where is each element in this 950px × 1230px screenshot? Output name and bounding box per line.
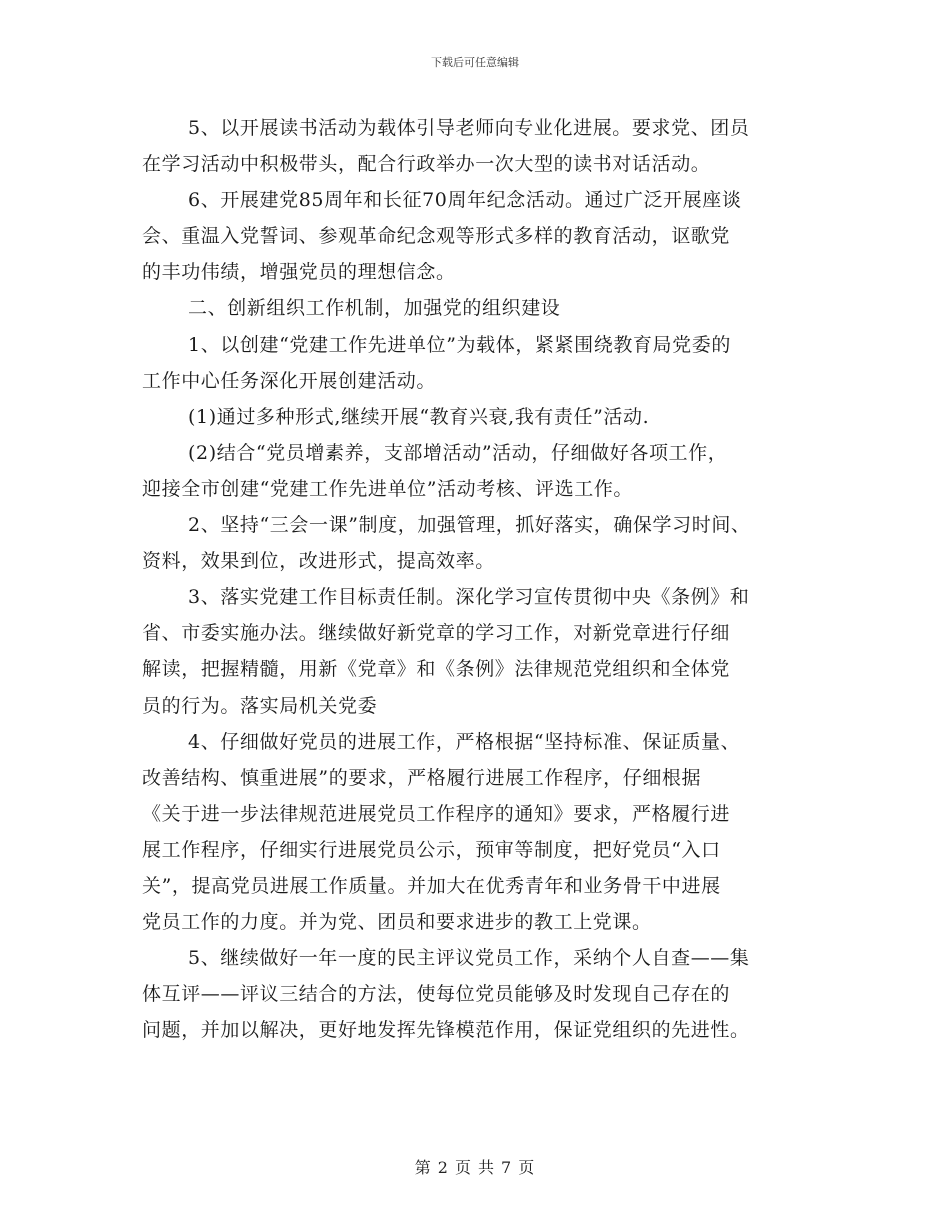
text-line: 迎接全市创建“党建工作先进单位”活动考核、评选工作。 — [142, 477, 634, 500]
document-body — [142, 110, 832, 1048]
text-line: 1、以创建“党建工作先进单位”为载体，紧紧围绕教育局党委的 — [188, 333, 731, 356]
footer-suffix: 页 — [518, 1158, 536, 1177]
text-line: 解读，把握精髓，用新《党章》和《条例》法律规范党组织和全体党 — [142, 658, 731, 681]
text-line: (1)通过多种形式,继续开展“教育兴衰,我有责任”活动. — [188, 405, 650, 428]
text-line: 2、坚持“三会一课”制度，加强管理，抓好落实，确保学习时间、 — [188, 514, 751, 537]
text-line: 6、开展建党85周年和长征70周年纪念活动。通过广泛开展座谈 — [188, 189, 742, 212]
text-line: 资料，效果到位，改进形式，提高效率。 — [142, 550, 495, 573]
footer-middle: 页 共 — [454, 1158, 496, 1177]
page-footer — [0, 1155, 950, 1178]
text-line: 二、创新组织工作机制，加强党的组织建设 — [188, 297, 561, 320]
text-line: 3、落实党建工作目标责任制。深化学习宣传贯彻中央《条例》和 — [188, 586, 750, 609]
text-line: 《关于进一步法律规范进展党员工作程序的通知》要求，严格履行进 — [142, 802, 731, 825]
text-line: 党员工作的力度。并为党、团员和要求进步的教工上党课。 — [142, 911, 652, 934]
text-line: 会、重温入党誓词、参观革命纪念观等形式多样的教育活动，讴歌党 — [142, 225, 731, 248]
text-line: 省、市委实施办法。继续做好新党章的学习工作，对新党章进行仔细 — [142, 622, 731, 645]
text-line: 体互评——评议三结合的方法，使每位党员能够及时发现自己存在的 — [142, 983, 731, 1006]
text-line: 的丰功伟绩，增强党员的理想信念。 — [142, 261, 456, 284]
text-line: 改善结构、慎重进展”的要求，严格履行进展工作程序，仔细根据 — [142, 766, 702, 789]
text-line: 4、仔细做好党员的进展工作，严格根据“坚持标准、保证质量、 — [188, 730, 741, 753]
footer-prefix: 第 — [414, 1158, 432, 1177]
text-line: 5、以开展读书活动为载体引导老师向专业化进展。要求党、团员 — [188, 117, 750, 139]
page-header: 下载后可任意编辑 — [431, 56, 519, 69]
text-line: 员的行为。落实局机关党委 — [142, 694, 378, 717]
footer-total-pages: 7 — [501, 1158, 513, 1177]
text-line: 5、继续做好一年一度的民主评议党员工作，采纳个人自查——集 — [188, 947, 750, 970]
text-line: 问题，并加以解决，更好地发挥先锋模范作用，保证党组织的先进性。 — [142, 1019, 750, 1042]
text-line: 关”，提高党员进展工作质量。并加大在优秀青年和业务骨干中进展 — [142, 874, 721, 897]
text-line: 展工作程序，仔细实行进展党员公示，预审等制度，把好党员“入口 — [142, 838, 721, 861]
text-line: 工作中心任务深化开展创建活动。 — [142, 369, 437, 392]
footer-page-number: 2 — [437, 1158, 449, 1177]
text-line: (2)结合“党员增素养，支部增活动”活动，仔细做好各项工作， — [188, 441, 728, 464]
text-line: 在学习活动中积极带头，配合行政举办一次大型的读书对话活动。 — [142, 153, 711, 176]
